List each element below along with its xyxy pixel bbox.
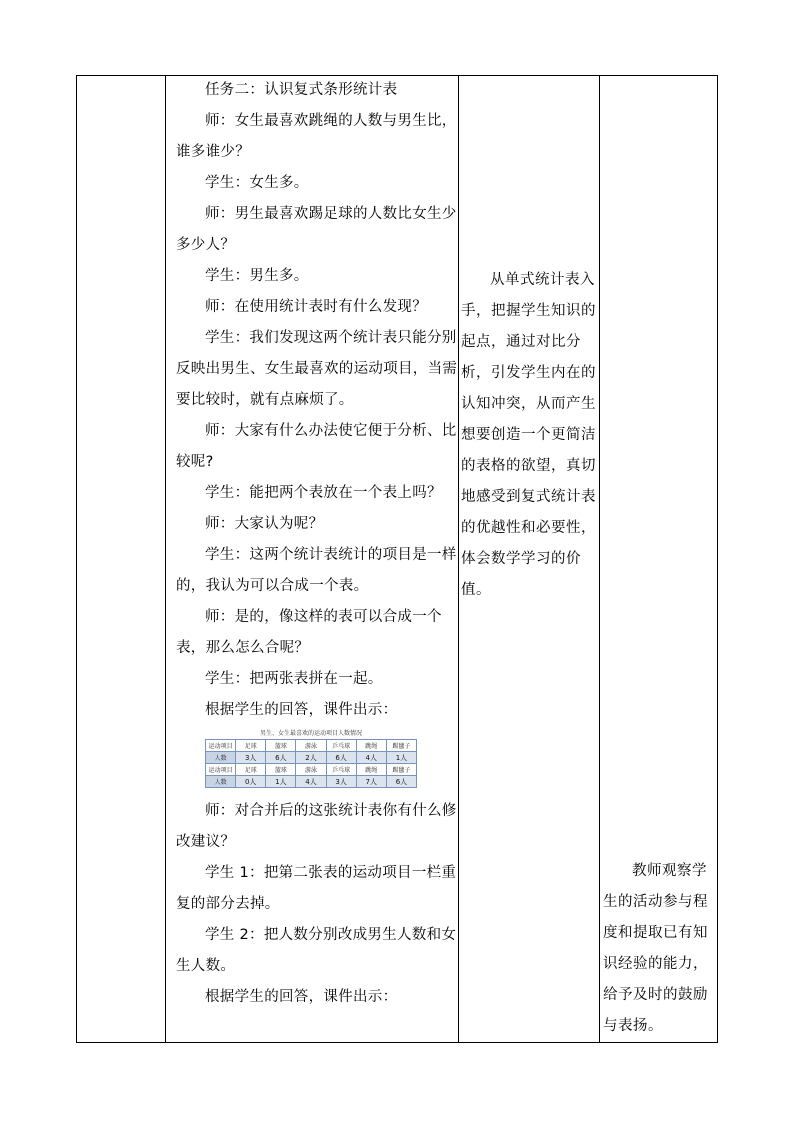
courseware-figure-table (205, 729, 417, 788)
paragraph: 师：大家认为呢？ (205, 516, 324, 532)
table-row (206, 764, 417, 776)
paragraph: 学生 1：把第二张表的运动项目一栏重复的部分去掉。 (176, 865, 457, 912)
table-row (206, 740, 417, 752)
table-cell: 踢毽子 (386, 764, 416, 776)
paragraph: 根据学生的回答，课件出示： (205, 702, 398, 718)
table-cell: 篮球 (266, 740, 296, 752)
table-cell: 4人 (356, 752, 386, 764)
table-cell: 6人 (266, 752, 296, 764)
teaching-process-column (176, 75, 458, 1013)
table-row (206, 752, 417, 764)
paragraph: 师：是的，像这样的表可以合成一个表，那么怎么合呢？ (176, 609, 442, 656)
table-cell: 3人 (236, 752, 266, 764)
paragraph: 学生：能把两个表放在一个表上吗？ (205, 485, 442, 501)
paragraph-task-title: 任务二：认识复式条形统计表 (205, 82, 398, 98)
paragraph: 师：女生最喜欢跳绳的人数与男生比，谁多谁少？ (176, 113, 457, 160)
paragraph: 学生：这两个统计表统计的项目是一样的，我认为可以合成一个表。 (176, 547, 457, 594)
table-row (206, 776, 417, 788)
table-cell: 4人 (296, 776, 326, 788)
table-cell: 游泳 (296, 740, 326, 752)
table-cell: 篮球 (266, 764, 296, 776)
table-cell: 踢毽子 (386, 740, 416, 752)
table-cell: 游泳 (296, 764, 326, 776)
table-cell: 乒乓球 (326, 740, 356, 752)
table-cell: 1人 (266, 776, 296, 788)
paragraph: 师：在使用统计表时有什么发现？ (205, 299, 427, 315)
lesson-table (76, 75, 718, 1043)
table-cell: 足球 (236, 764, 266, 776)
paragraph: 学生：女生多。 (205, 175, 309, 191)
table-cell: 足球 (236, 740, 266, 752)
paragraph: 师：男生最喜欢踢足球的人数比女生少多少人？ (176, 206, 457, 253)
table-cell: 7人 (356, 776, 386, 788)
row-label-sport: 运动项目 (206, 764, 236, 776)
table-divider-3 (599, 75, 600, 1043)
figure-table-title: 男生、女生最喜欢的运动项目人数情况 (259, 730, 362, 737)
evaluation-column (603, 856, 713, 1042)
table-cell: 2人 (296, 752, 326, 764)
paragraph: 学生 2：把人数分别改成男生人数和女生人数。 (176, 927, 457, 974)
row-label-count: 人数 (206, 752, 236, 764)
table-cell: 6人 (326, 752, 356, 764)
table-border-right (717, 75, 718, 1043)
row-label-sport: 运动项目 (206, 740, 236, 752)
design-intent-text: 从单式统计表入手，把握学生知识的起点，通过对比分析，引发学生内在的认知冲突，从而产生想要创造一个更简洁的表格的欲望，真切地感受到复式统计表的优越性和必要性，体会数学学习的价值。 (461, 272, 596, 598)
table-cell: 跳绳 (356, 764, 386, 776)
paragraph: 根据学生的回答，课件出示： (205, 989, 398, 1005)
design-intent-column (461, 265, 597, 606)
table-cell: 跳绳 (356, 740, 386, 752)
table-cell: 乒乓球 (326, 764, 356, 776)
table-cell: 3人 (326, 776, 356, 788)
table-divider-1 (165, 75, 166, 1043)
table-cell: 6人 (386, 776, 416, 788)
paragraph: 学生：男生多。 (205, 268, 309, 284)
paragraph: 师：对合并后的这张统计表你有什么修改建议？ (176, 803, 457, 850)
table-bottom-border (76, 1042, 718, 1043)
paragraph: 学生：把两张表拼在一起。 (205, 671, 383, 687)
table-cell: 0人 (236, 776, 266, 788)
table-cell: 1人 (386, 752, 416, 764)
row-label-count: 人数 (206, 776, 236, 788)
evaluation-text: 教师观察学生的活动参与程度和提取已有知识经验的能力，给予及时的鼓励与表扬。 (603, 863, 708, 1034)
table-border-left (76, 75, 77, 1043)
paragraph: 学生：我们发现这两个统计表只能分别反映出男生、女生最喜欢的运动项目，当需要比较时，就有点麻烦了。 (176, 330, 458, 408)
combined-stat-table (205, 739, 417, 788)
paragraph: 师：大家有什么办法使它便于分析、比较呢? (176, 423, 457, 470)
table-divider-2 (458, 75, 459, 1043)
